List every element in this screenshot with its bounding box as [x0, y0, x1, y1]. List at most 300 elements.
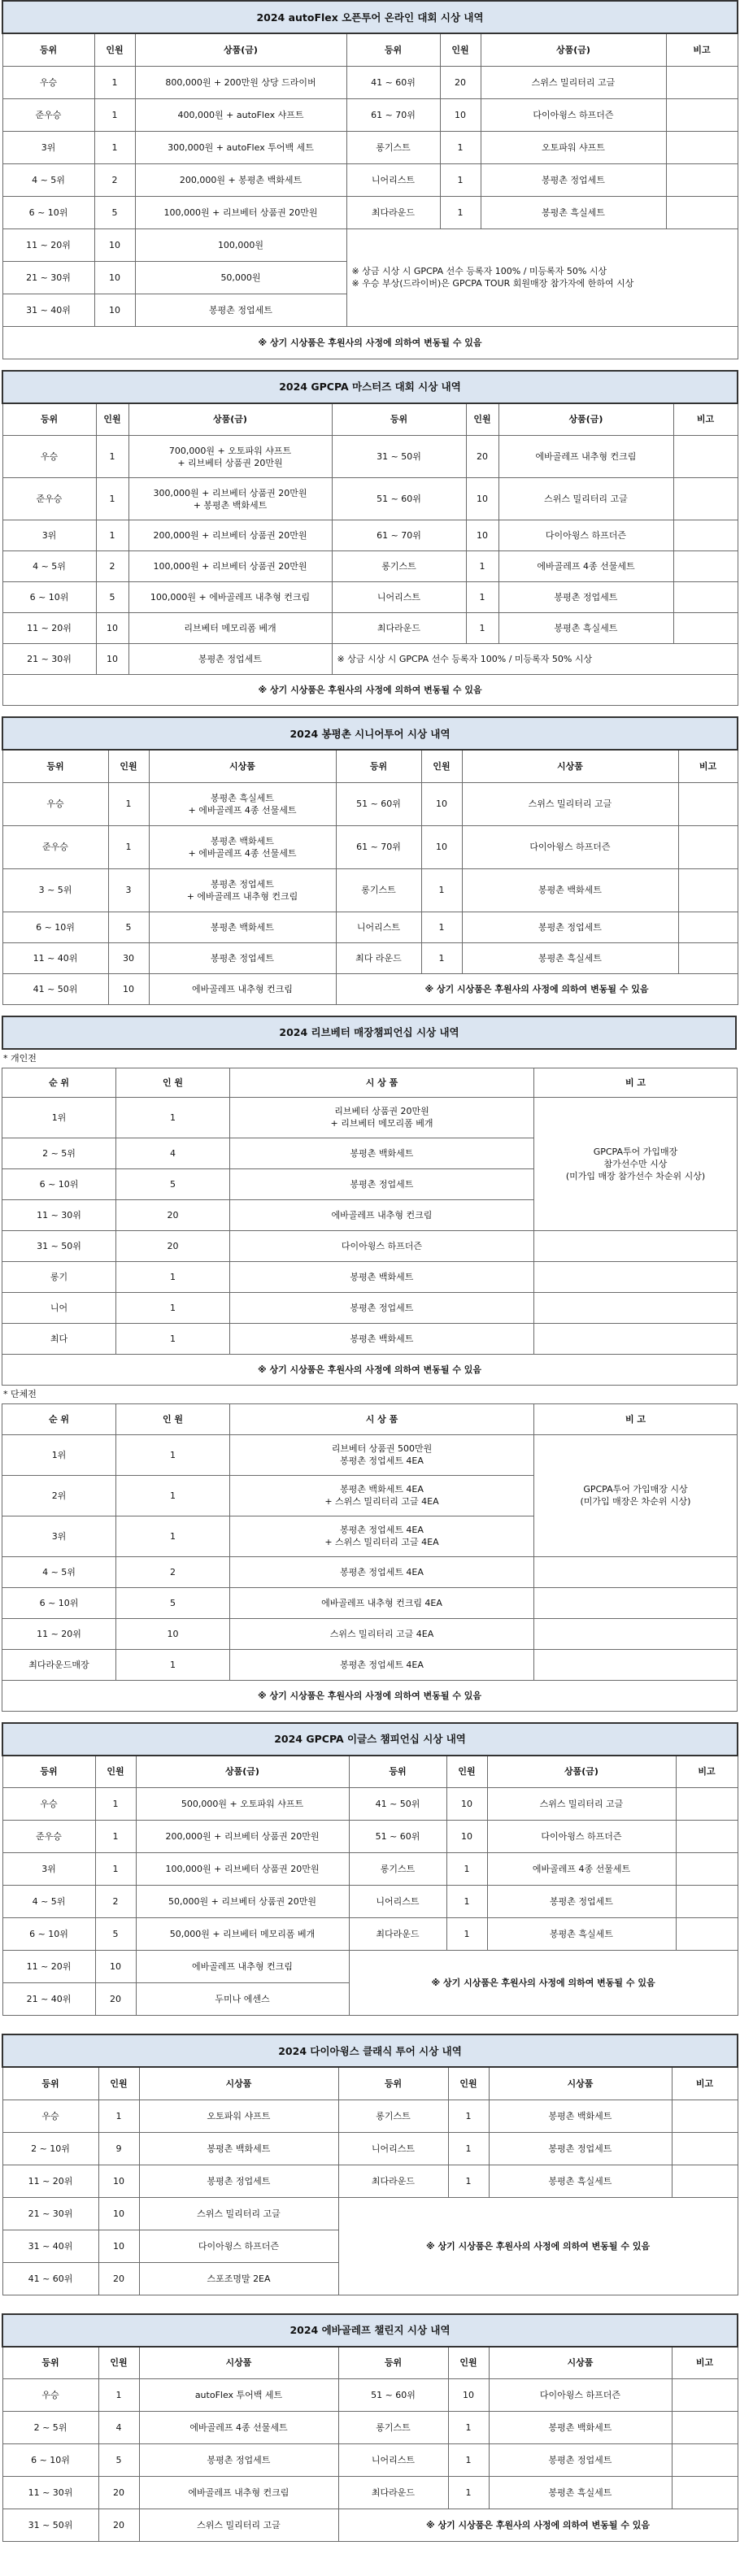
table-row [2, 1649, 738, 1680]
cell: 봉평촌 백화세트 4EA + 스위스 밀리터리 고글 4EA [230, 1475, 534, 1516]
cell [672, 2444, 738, 2477]
cell: 10 [94, 228, 135, 261]
cell: 봉평촌 백화세트 [489, 2100, 672, 2132]
cell: 봉평촌 백화세트 [149, 912, 336, 942]
header-cell: 인원 [440, 33, 481, 66]
cell: 20 [116, 1199, 230, 1230]
cell: 21 ~ 30위 [2, 261, 94, 294]
cell: 봉평촌 정업세트 [135, 294, 346, 326]
cell: 10 [98, 2230, 139, 2262]
header-cell: 순 위 [2, 1403, 116, 1434]
table-row [2, 1853, 738, 1886]
footer-note: ※ 상기 시상품은 후원사의 사정에 의하여 변동될 수 있음 [336, 973, 738, 1004]
cell: 최다라운드 [338, 2165, 448, 2197]
cell: 3위 [2, 520, 96, 551]
cell: 51 ~ 60위 [336, 782, 421, 825]
header-row [2, 750, 738, 782]
cell: autoFlex 투어백 세트 [139, 2379, 338, 2412]
table-row [2, 1556, 738, 1587]
cell: 31 ~ 50위 [2, 2509, 98, 2542]
footer-note: ※ 상기 시상품은 후원사의 사정에 의하여 변동될 수 있음 [2, 1680, 738, 1711]
cell: 1 [421, 912, 462, 942]
table-row [2, 2379, 738, 2412]
header-cell: 등위 [2, 33, 94, 66]
header-cell: 등위 [338, 2067, 448, 2100]
cell: 100,000원 [135, 228, 346, 261]
cell [666, 98, 738, 131]
cell: 봉평촌 백화세트 [489, 2412, 672, 2444]
cell: 11 ~ 20위 [2, 613, 96, 644]
header-row [2, 33, 738, 66]
note-cell [346, 228, 738, 326]
cell: 리브베터 상품권 20만원 + 리브베터 메모리폼 베개 [230, 1097, 534, 1138]
header-cell: 비고 [672, 2347, 738, 2379]
cell: 롱기스트 [336, 868, 421, 912]
header-cell: 비 고 [534, 1403, 738, 1434]
cell: 5 [94, 196, 135, 228]
cell: 5 [116, 1168, 230, 1199]
cell: 61 ~ 70위 [346, 98, 440, 131]
cell: 4 [116, 1138, 230, 1168]
note-cell: ※ 상금 시상 시 GPCPA 선수 등록자 100% / 미등록자 50% 시상 [332, 644, 738, 675]
header-cell: 상품(금) [128, 403, 332, 436]
eagles-championship-table [2, 1722, 738, 2017]
cell: 1 [116, 1475, 230, 1516]
cell [666, 163, 738, 196]
header-cell: 상품(금) [135, 33, 346, 66]
cell: 에바골레프 4종 선물세트 [139, 2412, 338, 2444]
table-title: 2024 autoFlex 오픈투어 온라인 대회 시상 내역 [2, 1, 738, 33]
cell: 봉평촌 백화세트 [462, 868, 678, 912]
table-row [2, 644, 738, 675]
livebetter-championship-section [2, 1016, 738, 1712]
header-cell: 상품(금) [498, 403, 673, 436]
table-row [2, 551, 738, 582]
cell [673, 613, 738, 644]
cell: 41 ~ 60위 [346, 66, 440, 98]
cell: 2 [94, 163, 135, 196]
table-row [2, 2132, 738, 2165]
header-cell: 비고 [673, 403, 738, 436]
cell: 1 [96, 436, 128, 478]
cell: 2 ~ 5위 [2, 1138, 116, 1168]
evagolef-challenge-section [2, 2313, 738, 2543]
individual-label: * 개인전 [3, 1052, 37, 1064]
cell: 3 [108, 868, 149, 912]
cell: 61 ~ 70위 [336, 825, 421, 868]
table-row [2, 2509, 738, 2542]
cell [666, 66, 738, 98]
cell [673, 478, 738, 520]
cell: 4 ~ 5위 [2, 163, 94, 196]
table-title-row [2, 1016, 736, 1049]
table-title: 2024 봉평촌 시니어투어 시상 내역 [2, 717, 738, 750]
cell: 21 ~ 30위 [2, 2197, 98, 2230]
cell: 41 ~ 50위 [349, 1788, 446, 1821]
cell [672, 2379, 738, 2412]
footer-note: ※ 상기 시상품은 후원사의 사정에 의하여 변동될 수 있음 [2, 326, 738, 359]
cell: 2 [95, 1886, 136, 1918]
cell: 50,000원 + 리브베터 상품권 20만원 [136, 1886, 349, 1918]
header-cell: 비 고 [534, 1068, 738, 1097]
cell: 다이아윙스 하프더즌 [230, 1230, 534, 1261]
cell [678, 942, 738, 973]
cell: 준우승 [2, 1821, 95, 1853]
table-row [2, 1292, 738, 1323]
header-cell: 등위 [2, 403, 96, 436]
cell: 5 [116, 1587, 230, 1618]
header-cell: 시상품 [462, 750, 678, 782]
header-cell: 등위 [2, 2067, 98, 2100]
header-cell: 시상품 [149, 750, 336, 782]
cell: 1 [116, 1292, 230, 1323]
diawings-classic-section [2, 2034, 738, 2295]
cell: 두미나 에센스 [136, 1983, 349, 2016]
cell: 롱기스트 [338, 2412, 448, 2444]
cell: 6 ~ 10위 [2, 2444, 98, 2477]
cell: 봉평촌 백화세트 [230, 1261, 534, 1292]
cell [678, 782, 738, 825]
cell: 30 [108, 942, 149, 973]
header-cell: 등위 [346, 33, 440, 66]
cell: 1 [116, 1261, 230, 1292]
header-cell: 상품(금) [136, 1756, 349, 1788]
cell: 봉평촌 흑실세트 [481, 196, 666, 228]
cell: 다이아윙스 하프더즌 [487, 1821, 676, 1853]
table-row [2, 973, 738, 1004]
cell: 20 [440, 66, 481, 98]
cell: 1 [95, 1788, 136, 1821]
cell: 니어리스트 [346, 163, 440, 196]
cell: 스위스 밀리터리 고글 [462, 782, 678, 825]
cell: 스포조명말 2EA [139, 2262, 338, 2295]
cell: 봉평촌 백화세트 [230, 1323, 534, 1354]
cell: 5 [108, 912, 149, 942]
header-cell: 인원 [448, 2067, 489, 2100]
header-cell: 인원 [466, 403, 498, 436]
cell: 봉평촌 정업세트 [498, 582, 673, 613]
cell: 11 ~ 20위 [2, 228, 94, 261]
senior-tour-table [2, 716, 738, 1005]
cell: 11 ~ 20위 [2, 1951, 95, 1983]
cell: 우승 [2, 1788, 95, 1821]
header-cell: 등위 [332, 403, 466, 436]
cell: 니어리스트 [336, 912, 421, 942]
cell [678, 825, 738, 868]
header-cell: 인원 [446, 1756, 487, 1788]
cell: 6 ~ 10위 [2, 1918, 95, 1951]
table-row [2, 2100, 738, 2132]
cell: 11 ~ 40위 [2, 942, 108, 973]
header-cell: 등위 [2, 750, 108, 782]
cell: 스위스 밀리터리 고글 [139, 2509, 338, 2542]
header-cell: 인원 [94, 33, 135, 66]
cell: 10 [95, 1951, 136, 1983]
header-cell: 인원 [108, 750, 149, 782]
cell: 준우승 [2, 98, 94, 131]
note-line: ※ 상금 시상 시 GPCPA 선수 등록자 100% / 미등록자 50% 시상 [351, 266, 607, 276]
cell: 6 ~ 10위 [2, 196, 94, 228]
header-cell: 시상품 [139, 2347, 338, 2379]
cell: 10 [94, 294, 135, 326]
cell: 200,000원 + 리브베터 상품권 20만원 [128, 520, 332, 551]
cell [676, 1918, 738, 1951]
table-row [2, 912, 738, 942]
cell: 봉평촌 정업세트 + 에바골레프 내추형 컨크림 [149, 868, 336, 912]
cell: 봉평촌 정업세트 [489, 2444, 672, 2477]
cell: 10 [448, 2379, 489, 2412]
table-row [2, 1618, 738, 1649]
cell: 1 [94, 98, 135, 131]
cell [673, 436, 738, 478]
masters-section [2, 370, 738, 707]
cell: 스위스 밀리터리 고글 [139, 2197, 338, 2230]
cell: 최다 [2, 1323, 116, 1354]
header-row [2, 2347, 738, 2379]
cell [676, 1788, 738, 1821]
cell: 1 [95, 1821, 136, 1853]
cell: 51 ~ 60위 [349, 1821, 446, 1853]
footer-note: ※ 상기 시상품은 후원사의 사정에 의하여 변동될 수 있음 [2, 1354, 738, 1385]
cell [534, 1323, 738, 1354]
cell: 오토파워 샤프트 [139, 2100, 338, 2132]
cell: 11 ~ 20위 [2, 2165, 98, 2197]
cell: 11 ~ 20위 [2, 1618, 116, 1649]
cell: 10 [446, 1788, 487, 1821]
footer-note: ※ 상기 시상품은 후원사의 사정에 의하여 변동될 수 있음 [2, 675, 738, 706]
header-row [2, 1068, 738, 1097]
cell: 최다라운드 [332, 613, 466, 644]
header-cell: 등위 [349, 1756, 446, 1788]
cell: 100,000원 + 리브베터 상품권 20만원 [135, 196, 346, 228]
cell [534, 1618, 738, 1649]
cell [672, 2165, 738, 2197]
cell: 1 [116, 1323, 230, 1354]
cell [534, 1649, 738, 1680]
cell: 우승 [2, 2379, 98, 2412]
cell: 스위스 밀리터리 고글 [487, 1788, 676, 1821]
cell: 41 ~ 50위 [2, 973, 108, 1004]
cell: 4 ~ 5위 [2, 1556, 116, 1587]
cell: 20 [98, 2262, 139, 2295]
cell: 500,000원 + 오토파워 샤프트 [136, 1788, 349, 1821]
table-row [2, 782, 738, 825]
table-row [2, 520, 738, 551]
cell: 200,000원 + 봉평촌 백화세트 [135, 163, 346, 196]
cell: 봉평촌 정업세트 [139, 2444, 338, 2477]
cell: 니어리스트 [349, 1886, 446, 1918]
cell: 2위 [2, 1475, 116, 1516]
table-title-row [2, 717, 738, 750]
header-cell: 시상품 [489, 2067, 672, 2100]
cell [673, 520, 738, 551]
cell: 다이아윙스 하프더즌 [139, 2230, 338, 2262]
cell: 10 [466, 520, 498, 551]
cell: 5 [96, 582, 128, 613]
cell: 20 [98, 2509, 139, 2542]
cell: 리브베터 메모리폼 베개 [128, 613, 332, 644]
header-cell: 인원 [421, 750, 462, 782]
cell: 봉평촌 정업세트 [481, 163, 666, 196]
cell: 700,000원 + 오토파워 샤프트 + 리브베터 상품권 20만원 [128, 436, 332, 478]
header-cell: 인원 [96, 403, 128, 436]
cell [673, 582, 738, 613]
cell: 3 ~ 5위 [2, 868, 108, 912]
cell: 에바골레프 4종 선물세트 [487, 1853, 676, 1886]
cell: 봉평촌 정업세트 [139, 2165, 338, 2197]
cell: 20 [116, 1230, 230, 1261]
cell: 1 [448, 2412, 489, 2444]
table-title-row [2, 2034, 738, 2067]
cell: 에바골레프 내추형 컨크림 [139, 2477, 338, 2509]
cell: 10 [96, 613, 128, 644]
cell: 준우승 [2, 478, 96, 520]
footer-note: ※ 상기 시상품은 후원사의 사정에 의하여 변동될 수 있음 [338, 2197, 738, 2295]
cell [676, 1853, 738, 1886]
cell: 31 ~ 40위 [2, 294, 94, 326]
cell: 6 ~ 10위 [2, 912, 108, 942]
header-cell: 비고 [666, 33, 738, 66]
cell: 에바골레프 내추형 컨크림 4EA [230, 1587, 534, 1618]
cell: 21 ~ 40위 [2, 1983, 95, 2016]
table-row [2, 66, 738, 98]
table-title-row [2, 2314, 738, 2347]
cell: 100,000원 + 리브베터 상품권 20만원 [128, 551, 332, 582]
header-cell: 시 상 품 [230, 1403, 534, 1434]
table-title: 2024 GPCPA 이글스 챔피언십 시상 내역 [2, 1723, 738, 1756]
cell: 2 ~ 10위 [2, 2132, 98, 2165]
cell: 니어리스트 [338, 2132, 448, 2165]
table-row [2, 131, 738, 163]
cell: 니어리스트 [332, 582, 466, 613]
table-row [2, 2412, 738, 2444]
table-title: 2024 다이아윙스 클래식 투어 시상 내역 [2, 2034, 738, 2067]
table-row [2, 163, 738, 196]
cell: 4 [98, 2412, 139, 2444]
cell: 31 ~ 40위 [2, 2230, 98, 2262]
cell: 4 ~ 5위 [2, 551, 96, 582]
cell: 50,000원 [135, 261, 346, 294]
cell [678, 868, 738, 912]
cell: 1 [116, 1516, 230, 1556]
cell: 1 [440, 196, 481, 228]
table-row [2, 1918, 738, 1951]
cell: 다이아윙스 하프더즌 [498, 520, 673, 551]
cell: 최다라운드 [338, 2477, 448, 2509]
diawings-classic-table [2, 2034, 738, 2295]
table-row [2, 2197, 738, 2230]
individual-table [2, 1068, 738, 1386]
table-row [2, 1951, 738, 1983]
cell: 우승 [2, 2100, 98, 2132]
cell: 100,000원 + 리브베터 상품권 20만원 [136, 1853, 349, 1886]
cell [676, 1821, 738, 1853]
table-row [2, 196, 738, 228]
cell: 봉평촌 정업세트 [230, 1292, 534, 1323]
header-cell: 상품(금) [487, 1756, 676, 1788]
cell: 롱기스트 [332, 551, 466, 582]
cell: 3위 [2, 1516, 116, 1556]
cell: 51 ~ 60위 [332, 478, 466, 520]
cell: 봉평촌 정업세트 4EA + 스위스 밀리터리 고글 4EA [230, 1516, 534, 1556]
header-cell: 비고 [678, 750, 738, 782]
cell: 10 [440, 98, 481, 131]
cell: 다이아윙스 하프더즌 [489, 2379, 672, 2412]
header-cell: 등위 [338, 2347, 448, 2379]
cell: 최다라운드 [349, 1918, 446, 1951]
cell [666, 131, 738, 163]
footer-row [2, 1354, 738, 1385]
header-row [2, 1403, 738, 1434]
header-cell: 인 원 [116, 1068, 230, 1097]
cell: 롱기 [2, 1261, 116, 1292]
cell: 11 ~ 30위 [2, 1199, 116, 1230]
cell: 1 [448, 2165, 489, 2197]
cell: 1 [440, 131, 481, 163]
team-label: * 단체전 [3, 1388, 37, 1399]
livebetter-title-table [2, 1016, 737, 1050]
cell: 1 [446, 1853, 487, 1886]
table-title: 2024 GPCPA 마스터즈 대회 시상 내역 [2, 371, 738, 403]
header-cell: 인 원 [116, 1403, 230, 1434]
cell: 300,000원 + 리브베터 상품권 20만원 + 봉평촌 백화세트 [128, 478, 332, 520]
table-row [2, 2444, 738, 2477]
cell: 봉평촌 흑실세트 + 에바골레프 4종 선물세트 [149, 782, 336, 825]
cell: 1 [98, 2100, 139, 2132]
cell: 1 [446, 1918, 487, 1951]
table-row [2, 1230, 738, 1261]
table-row [2, 942, 738, 973]
cell: 롱기스트 [338, 2100, 448, 2132]
cell: 1 [108, 782, 149, 825]
cell: 10 [466, 478, 498, 520]
table-row [2, 228, 738, 261]
note-cell: GPCPA투어 가입매장 시상 (미가입 매장은 차순위 시상) [534, 1434, 738, 1556]
cell: 1위 [2, 1434, 116, 1475]
cell: 2 [116, 1556, 230, 1587]
table-row [2, 613, 738, 644]
evagolef-challenge-table [2, 2313, 738, 2543]
cell: 봉평촌 정업세트 4EA [230, 1649, 534, 1680]
cell: 1 [466, 582, 498, 613]
cell [534, 1230, 738, 1261]
cell: 1 [448, 2132, 489, 2165]
cell: 20 [98, 2477, 139, 2509]
cell [534, 1587, 738, 1618]
cell: 31 ~ 50위 [2, 1230, 116, 1261]
header-cell: 등위 [2, 1756, 95, 1788]
cell: 3위 [2, 131, 94, 163]
header-row [2, 403, 738, 436]
cell: 200,000원 + 리브베터 상품권 20만원 [136, 1821, 349, 1853]
cell [534, 1292, 738, 1323]
cell: 봉평촌 흑실세트 [489, 2477, 672, 2509]
cell: 1 [96, 478, 128, 520]
table-row [2, 2165, 738, 2197]
cell: 니어 [2, 1292, 116, 1323]
cell: 최다라운드 [346, 196, 440, 228]
cell: 봉평촌 백화세트 [230, 1138, 534, 1168]
footer-row [2, 326, 738, 359]
cell: 50,000원 + 리브베터 메모리폼 베개 [136, 1918, 349, 1951]
cell: 롱기스트 [349, 1853, 446, 1886]
header-cell: 비고 [672, 2067, 738, 2100]
table-title-row [2, 1723, 738, 1756]
header-cell: 인원 [448, 2347, 489, 2379]
cell: 4 ~ 5위 [2, 1886, 95, 1918]
cell: 니어리스트 [338, 2444, 448, 2477]
cell: 에바골레프 4종 선물세트 [498, 551, 673, 582]
